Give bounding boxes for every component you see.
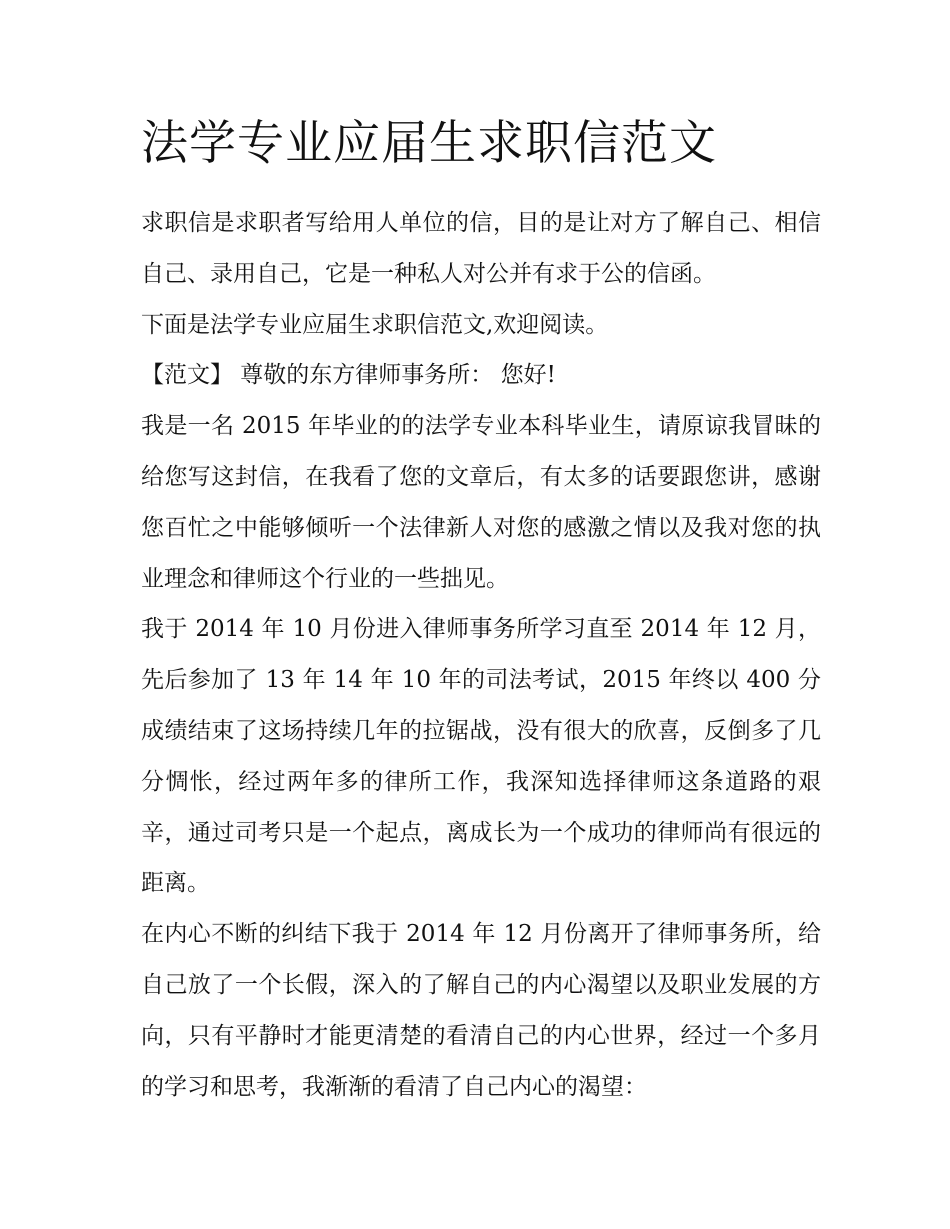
paragraph-body-2: 我于 2014 年 10 月份进入律师事务所学习直至 2014 年 12 月，先后参加了 13 年 14 年 10 年的司法考试，2015 年终以 400 分成绩结束了这场持续几年的拉锯战，没有很大的欣喜，反倒多了几分惆怅，经过两年多的律所工作，我深知选择律师这条道路的艰辛，通过司考只是一个起点，离成长为一个成功的律师尚有很远的距离。	[141, 616, 821, 897]
paragraph-lead: 下面是法学专业应届生求职信范文,欢迎阅读。	[141, 311, 609, 338]
paragraph-intro: 求职信是求职者写给用人单位的信，目的是让对方了解自己、相信自己、录用自己，它是一种私人对公并有求于公的信函。	[141, 210, 821, 287]
paragraph-body-3: 在内心不断的纠结下我于 2014 年 12 月份离开了律师事务所，给自己放了一个长假，深入的了解自己的内心渴望以及职业发展的方向，只有平静时才能更清楚的看清自己的内心世界，经过一个多月的学习和思考，我渐渐的看清了自己内心的渴望：	[141, 921, 821, 1100]
paragraph-salutation: 【范文】 尊敬的东方律师事务所： 您好!	[141, 362, 556, 389]
document-title: 法学专业应届生求职信范文	[141, 116, 717, 171]
document-page	[141, 112, 821, 1112]
paragraph-body-1: 我是一名 2015 年毕业的的法学专业本科毕业生，请原谅我冒昧的给您写这封信，在我看了您的文章后，有太多的话要跟您讲，感谢您百忙之中能够倾听一个法律新人对您的感激之情以及我对您的执业理念和律师这个行业的一些拙见。	[141, 413, 821, 592]
